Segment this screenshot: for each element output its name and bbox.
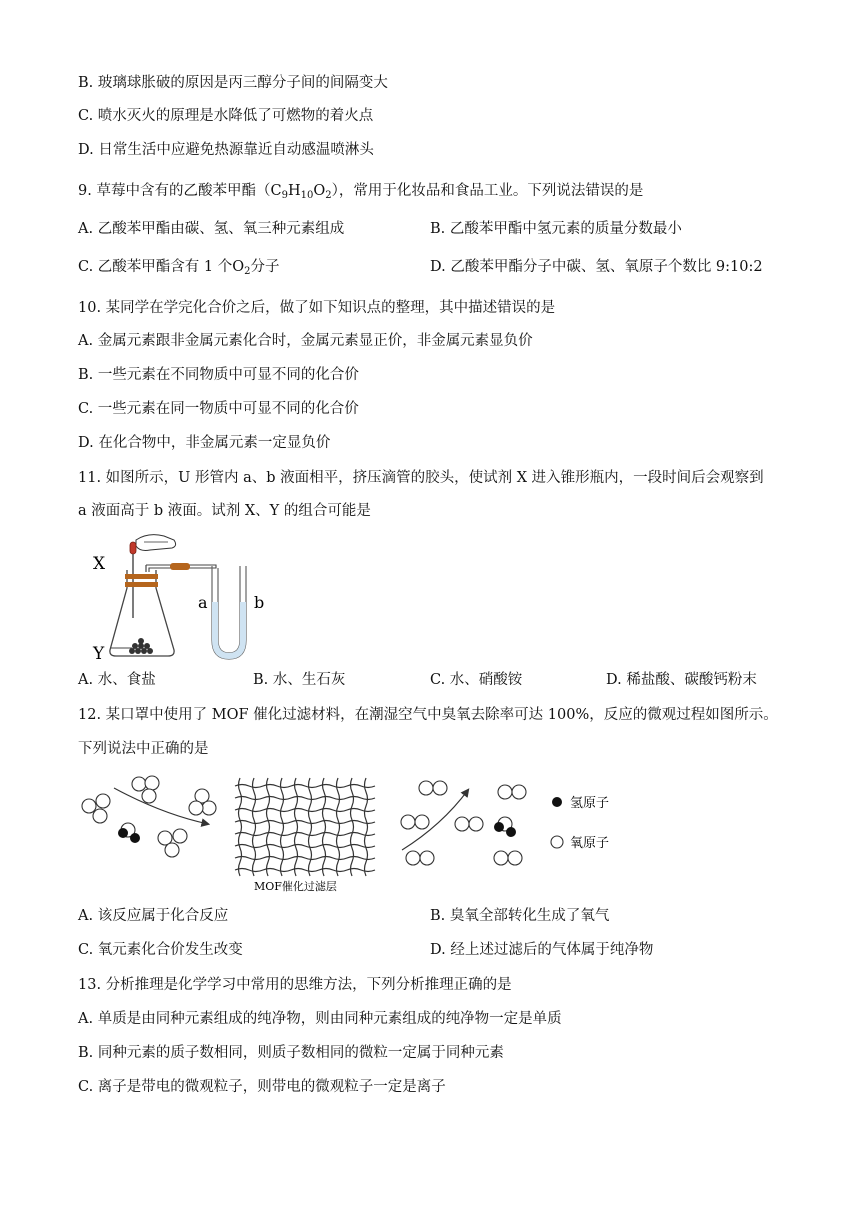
label-b: b (254, 593, 265, 612)
rubber-joint (170, 563, 190, 570)
mof-filter-layer (235, 778, 375, 876)
u-tube (212, 566, 246, 659)
q12-option-a: A. 该反应属于化合反应 (78, 908, 229, 924)
legend-oxygen-label: 氧原子 (570, 836, 610, 851)
q13-option-a: A. 单质是由同种元素组成的纯净物，则由同种元素组成的纯净物一定是单质 (78, 1011, 562, 1027)
water-molecule-after (494, 817, 516, 837)
q10-option-d: D. 在化合物中，非金属元素一定显负价 (78, 435, 331, 451)
q9-option-b: B. 乙酸苯甲酯中氢元素的质量分数最小 (430, 221, 682, 237)
water-molecule-before (118, 823, 140, 843)
dropper-bulb (130, 542, 136, 554)
q11-apparatus-figure (88, 532, 288, 664)
q11-option-b: B. 水、生石灰 (253, 672, 346, 688)
q9-stem: 9. 草莓中含有的乙酸苯甲酯$(C_9H_{10}O_2)$，常用于化妆品和食品工业。下列说法错误的是 (78, 183, 644, 201)
q12-option-d: D. 经上述过滤后的气体属于纯净物 (430, 942, 654, 958)
legend-hydrogen-icon (552, 797, 562, 807)
q11-stem-line2: a 液面高于 b 液面。试剂 X、Y 的组合可能是 (78, 503, 371, 519)
label-x: X (93, 554, 106, 574)
solid-y-pile (129, 638, 153, 654)
q13-stem: 13. 分析推理是化学学习中常用的思维方法，下列分析推理正确的是 (78, 977, 512, 993)
hand-icon (136, 535, 176, 551)
q10-option-a: A. 金属元素跟非金属元素化合时，金属元素显正价，非金属元素显负价 (78, 333, 533, 349)
q10-option-b: B. 一些元素在不同物质中可显不同的化合价 (78, 367, 359, 383)
mof-layer-caption: MOF催化过滤层 (254, 880, 337, 893)
q9-option-d: D. 乙酸苯甲酯分子中碳、氢、氧原子个数比 9:10:2 (430, 259, 763, 275)
q11-stem-line1: 11. 如图所示，U 形管内 a、b 液面相平，挤压滴管的胶头，使试剂 X 进入锥形瓶内，一段时间后会观察到 (78, 470, 764, 486)
legend-hydrogen-label: 氢原子 (570, 796, 610, 811)
q10-stem: 10. 某同学在学完化合价之后，做了如下知识点的整理，其中描述错误的是 (78, 300, 556, 316)
q12-option-b: B. 臭氧全部转化生成了氧气 (430, 908, 610, 924)
molecules-before (82, 776, 216, 857)
q9-formula: $C_9H_{10}O_2$ (270, 183, 332, 201)
q12-stem-line1: 12. 某口罩中使用了 MOF 催化过滤材料，在潮湿空气中臭氧去除率可达 100%，反应的微观过程如图所示。 (78, 707, 778, 723)
q12-stem-line2: 下列说法中正确的是 (78, 741, 209, 757)
q12-micro-process-figure (72, 770, 632, 895)
q13-option-b: B. 同种元素的质子数相同，则质子数相同的微粒一定属于同种元素 (78, 1045, 504, 1061)
q12-option-c: C. 氧元素化合价发生改变 (78, 942, 243, 958)
legend-oxygen-icon (551, 836, 563, 848)
legend (551, 796, 609, 851)
q8-option-d: D. 日常生活中应避免热源靠近自动感温喷淋头 (78, 142, 374, 158)
q8-option-b: B. 玻璃球胀破的原因是丙三醇分子间的间隔变大 (78, 75, 388, 91)
q9-option-a: A. 乙酸苯甲酯由碳、氢、氧三种元素组成 (78, 221, 345, 237)
stopper-band-1 (125, 574, 158, 579)
q11-option-c: C. 水、硝酸铵 (430, 672, 523, 688)
q10-option-c: C. 一些元素在同一物质中可显不同的化合价 (78, 401, 359, 417)
q11-option-a: A. 水、食盐 (78, 672, 156, 688)
label-y: Y (93, 644, 105, 664)
stopper-band-2 (125, 582, 158, 587)
q8-option-c: C. 喷水灭火的原理是水降低了可燃物的着火点 (78, 108, 374, 124)
q13-option-c: C. 离子是带电的微观粒子，则带电的微观粒子一定是离子 (78, 1079, 446, 1095)
label-a: a (198, 593, 208, 612)
q9-option-c: C. 乙酸苯甲酯含有 1 个$O_2$分子 (78, 259, 280, 277)
q11-option-d: D. 稀盐酸、碳酸钙粉末 (606, 672, 757, 688)
